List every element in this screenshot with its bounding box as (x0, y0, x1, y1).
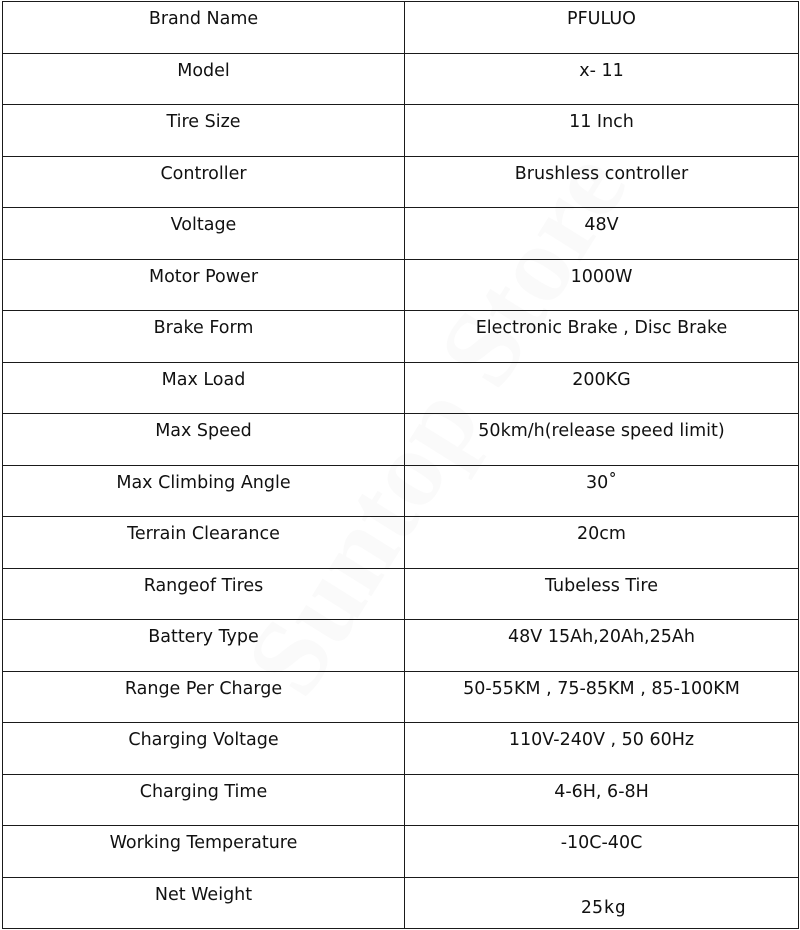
spec-value: 110V-240V , 50 60Hz (405, 723, 799, 775)
table-row (3, 208, 799, 260)
table-row (3, 826, 799, 878)
spec-value-cell (405, 877, 799, 928)
spec-value: 25kg (580, 896, 627, 918)
spec-label: Working Temperature (3, 826, 405, 878)
table-row (3, 620, 799, 672)
spec-label: Charging Time (3, 774, 405, 826)
spec-label: Range Per Charge (3, 671, 405, 723)
table-row (3, 517, 799, 569)
spec-label: Battery Type (3, 620, 405, 672)
spec-label: Controller (3, 156, 405, 208)
spec-value: 20cm (405, 517, 799, 569)
specification-table (2, 1, 799, 929)
table-row (3, 362, 799, 414)
table-row (3, 877, 799, 928)
table-row (3, 774, 799, 826)
table-row (3, 465, 799, 517)
spec-value: x- 11 (405, 53, 799, 105)
table-row (3, 53, 799, 105)
spec-value: 50-55KM , 75-85KM , 85-100KM (405, 671, 799, 723)
specification-table-body (3, 2, 799, 929)
spec-label: Charging Voltage (3, 723, 405, 775)
spec-label: Terrain Clearance (3, 517, 405, 569)
spec-label: Net Weight (3, 877, 405, 928)
table-row (3, 723, 799, 775)
spec-value: 48V 15Ah,20Ah,25Ah (405, 620, 799, 672)
table-row (3, 414, 799, 466)
spec-value: 200KG (405, 362, 799, 414)
spec-label: Max Climbing Angle (3, 465, 405, 517)
spec-label: Model (3, 53, 405, 105)
spec-value: 48V (405, 208, 799, 260)
spec-value: 4-6H, 6-8H (405, 774, 799, 826)
spec-label: Brand Name (3, 2, 405, 54)
spec-label: Max Speed (3, 414, 405, 466)
spec-value: -10C-40C (405, 826, 799, 878)
spec-value: 11 Inch (405, 105, 799, 157)
spec-label: Tire Size (3, 105, 405, 157)
spec-value: Tubeless Tire (405, 568, 799, 620)
spec-label: Rangeof Tires (3, 568, 405, 620)
spec-label: Motor Power (3, 259, 405, 311)
table-row (3, 259, 799, 311)
spec-value: 1000W (405, 259, 799, 311)
spec-label: Voltage (3, 208, 405, 260)
spec-label: Brake Form (3, 311, 405, 363)
spec-value: 50km/h(release speed limit) (405, 414, 799, 466)
table-row (3, 105, 799, 157)
spec-label: Max Load (3, 362, 405, 414)
spec-value: Brushless controller (405, 156, 799, 208)
table-row (3, 671, 799, 723)
spec-value: PFULUO (405, 2, 799, 54)
table-row (3, 568, 799, 620)
spec-value: 30˚ (405, 465, 799, 517)
spec-value: Electronic Brake , Disc Brake (405, 311, 799, 363)
table-row (3, 156, 799, 208)
table-row (3, 311, 799, 363)
table-row (3, 2, 799, 54)
